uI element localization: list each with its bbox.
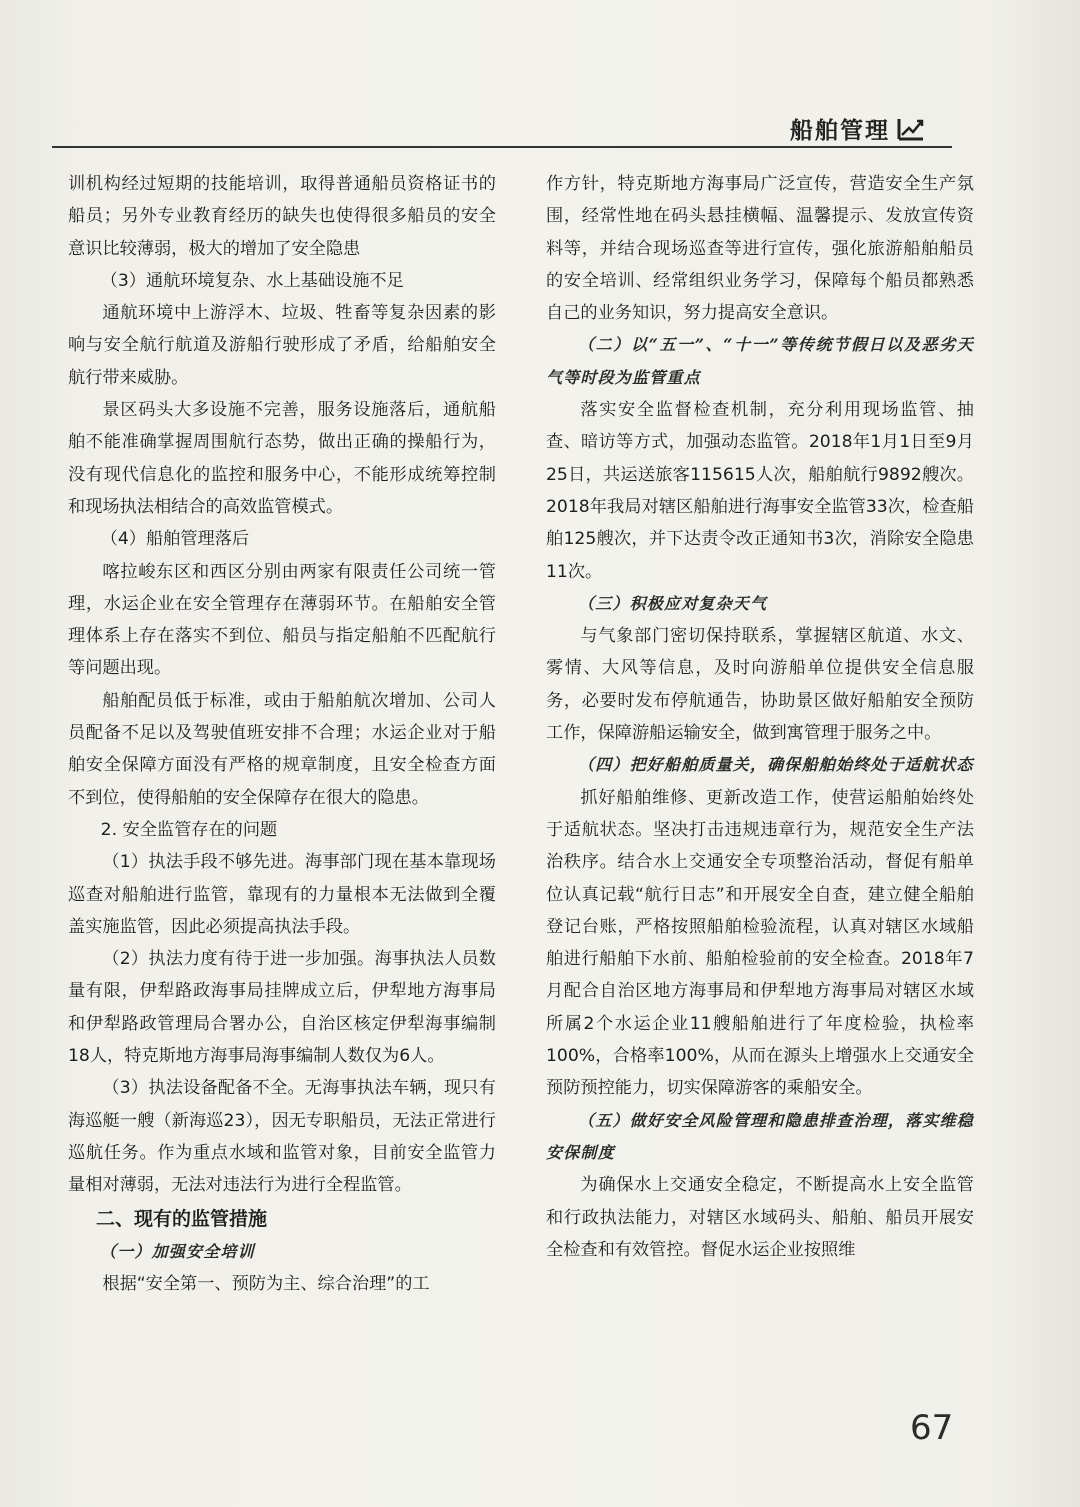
numbered-subheading: （3）通航环境复杂、水上基础设施不足 — [100, 270, 404, 291]
subsection-heading: （二）以“五一”、“十一”等传统节假日以及恶劣天气等时段为监管重点 — [546, 335, 974, 387]
paragraph: （2）执法力度有待于进一步加强。海事执法人员数量有限，伊犁路政海事局挂牌成立后，伊犁地方海事局和伊犁路政管理局合署办公，自治区核定伊犁海事编制18人，特克斯地方海事局海事编制人数仅为6人。 — [68, 949, 496, 1067]
numbered-subheading: （4）船舶管理落后 — [100, 529, 250, 550]
paragraph: 通航环境中上游浮木、垃圾、牲畜等复杂因素的影响与安全航行航道及游船行驶形成了矛盾，给船舶安全航行带来威胁。 — [68, 303, 496, 388]
paragraph: （3）执法设备配备不全。无海事执法车辆，现只有海巡艇一艘（新海巡23），因无专职船员，无法正常进行巡航任务。作为重点水域和监管对象，目前安全监管力量相对薄弱，无法对违法行为进行全程监管。 — [68, 1078, 496, 1196]
paragraph: 景区码头大多设施不完善，服务设施落后，通航船舶不能准确掌握周围航行态势，做出正确的操船行为，没有现代信息化的监控和服务中心，不能形成统筹控制和现场执法相结合的高效监管模式。 — [68, 400, 496, 517]
pen-chart-icon — [896, 113, 926, 143]
subsection-heading: （三）积极应对复杂天气 — [578, 593, 768, 613]
left-column — [68, 168, 496, 1300]
paragraph: 喀拉峻东区和西区分别由两家有限责任公司统一管理，水运企业在安全管理存在薄弱环节。在船舶安全管理体系上存在落实不到位、船员与指定船舶不匹配航行等问题出现。 — [68, 561, 496, 679]
paragraph: 与气象部门密切保持联系，掌握辖区航道、水文、雾情、大风等信息，及时向游船单位提供安全信息服务，必要时发布停航通告，协助景区做好船舶安全预防工作，保障游船运输安全，做到寓管理于服务之中。 — [546, 626, 974, 744]
numbered-subheading: 2. 安全监管存在的问题 — [100, 819, 278, 840]
paragraph: 作方针，特克斯地方海事局广泛宣传，营造安全生产氛围，经常性地在码头悬挂横幅、温馨提示、发放宣传资料等，并结合现场巡查等进行宣传，强化旅游船舶船员的安全培训、经常组织业务学习，保障每个船员都熟悉自己的业务知识，努力提高安全意识。 — [546, 174, 974, 324]
page-number: 67 — [910, 1408, 954, 1448]
paragraph: 抓好船舶维修、更新改造工作，使营运船舶始终处于适航状态。坚决打击违规违章行为，规范安全生产法治秩序。结合水上交通安全专项整治活动，督促有船单位认真记载“航行日志”和开展安全自查，建立健全船舶登记台账，严格按照船舶检验流程，认真对辖区水域船舶进行船舶下水前、船舶检验前的安全检查。2018年7月配合自治区地方海事局和伊犁地方海事局对辖区水域所属2个水运企业11艘船舶进行了年度检验，执检率100%，合格率100%，从而在源头上增强水上交通安全预防预控能力，切实保障游客的乘船安全。 — [546, 787, 974, 1099]
section-title: 船舶管理 — [790, 117, 890, 144]
paragraph: 为确保水上交通安全稳定，不断提高水上安全监管和行政执法能力，对辖区水域码头、船舶、船员开展安全检查和有效管控。督促水运企业按照维 — [546, 1175, 974, 1260]
section-heading: 二、现有的监管措施 — [96, 1207, 268, 1230]
subsection-heading: （五）做好安全风险管理和隐患排查治理，落实维稳安保制度 — [546, 1110, 974, 1162]
paragraph: （1）执法手段不够先进。海事部门现在基本靠现场巡查对船舶进行监管，靠现有的力量根本无法做到全覆盖实施监管，因此必须提高执法手段。 — [68, 852, 496, 937]
paragraph: 根据“安全第一、预防为主、综合治理”的工 — [102, 1273, 430, 1294]
subsection-heading: （四）把好船舶质量关，确保船舶始终处于适航状态 — [578, 755, 974, 775]
subsection-heading: （一）加强安全培训 — [100, 1241, 255, 1261]
header-rule — [52, 146, 952, 148]
right-column — [546, 168, 974, 1266]
paragraph: 训机构经过短期的技能培训，取得普通船员资格证书的船员；另外专业教育经历的缺失也使得很多船员的安全意识比较薄弱，极大的增加了安全隐患 — [68, 174, 496, 259]
paragraph: 落实安全监督检查机制，充分利用现场监管、抽查、暗访等方式，加强动态监管。2018年1月1日至9月25日，共运送旅客115615人次，船舶航行9892艘次。2018年我局对辖区船舶进行海事安全监管33次，检查船舶125艘次，并下达责令改正通知书3次，消除安全隐患11次。 — [546, 400, 974, 582]
paragraph: 船舶配员低于标准，或由于船舶航次增加、公司人员配备不足以及驾驶值班安排不合理；水运企业对于船舶安全保障方面没有严格的规章制度，且安全检查方面不到位，使得船舶的安全保障存在很大的隐患。 — [68, 690, 496, 808]
running-header — [790, 108, 960, 148]
